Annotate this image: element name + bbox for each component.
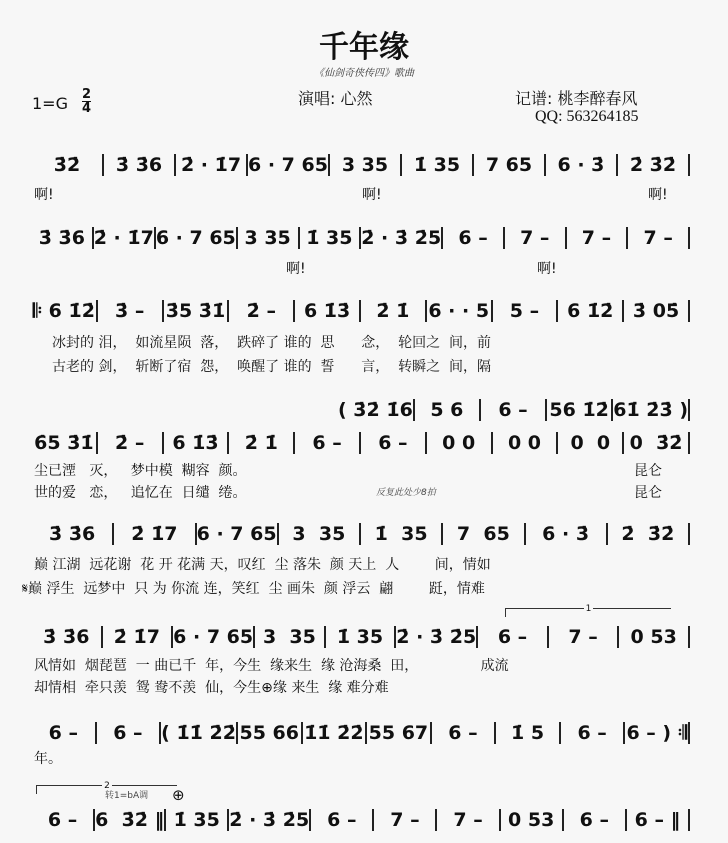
measure: 6 1̇2̇ [567, 300, 614, 322]
staff-line [32, 720, 690, 746]
measure: 2̇ · 3̇ 2̇5 [361, 227, 442, 249]
measure: 3̇5 3̇1̇ [165, 300, 226, 322]
measure: 3̇2̇ [53, 154, 81, 176]
measure: 6̇5 3̇1̇ [34, 432, 94, 454]
measure: 6 1̇3̇ [303, 300, 351, 322]
lyric: 尘已湮 灭， 梦中模 糊容 颜。 [34, 463, 247, 479]
measure: 3̇ – [115, 300, 145, 322]
measure: 6 – ‖ [634, 809, 681, 831]
measure: 0 53 [630, 626, 677, 648]
measure: 2̇ · 1̇7 [180, 154, 242, 176]
measure: 7 – [520, 227, 550, 249]
staff-line [32, 298, 690, 324]
measure: 6 · 7 65 [196, 523, 277, 545]
measure: 6 · 7 65 [173, 626, 254, 648]
measure: 6 – [47, 809, 78, 831]
measure: 3̇ 3̇6 [48, 523, 96, 545]
lyric: 啊! [362, 187, 382, 203]
time-bottom: 4 [82, 101, 92, 116]
measure: 6 – [458, 227, 488, 249]
measure: 7 – [581, 227, 612, 249]
measure: 2̇ – [115, 432, 145, 454]
measure: 6 – [448, 722, 478, 744]
measure: 2̇ 1̇ [244, 432, 278, 454]
measure: 1̇ 35 [413, 154, 461, 176]
measure: 1̇ 35 [306, 227, 353, 249]
barline [688, 809, 690, 831]
volta-label: 2 [104, 781, 110, 791]
lyric: 昆仑 [634, 463, 662, 479]
measure: 6 · 7 65 [248, 154, 328, 176]
measure: 3 35 [341, 154, 389, 176]
measure: 7 – [568, 626, 598, 648]
modulation-note: 转1=bA调 [105, 791, 149, 801]
measure: 2̇ 3̇2̇ [621, 523, 675, 545]
staff-line [32, 521, 690, 547]
measure: 6 1̇3̇ [172, 432, 219, 454]
singer: 演唱: 心然 [298, 89, 373, 108]
lyric: 𝄋巅 浮生 远梦中 只 为 你流 连，笑红 尘 画朱 颜 浮云 翩 跹，情难 [22, 581, 485, 597]
measure: 2̇ 3̇2̇ [629, 154, 677, 176]
lyric: 古老的 剑， 斩断了宿 怨， 唤醒了 谁的 誓 言， 转瞬之 间，隔 [52, 359, 492, 375]
measure: 6 – [498, 399, 528, 421]
lyric: 世的爱 恋， 追忆在 日缱 绻。 [34, 485, 247, 501]
lyric: 冰封的 泪， 如流星陨 落， 跌碎了 谁的 思 念， 轮回之 间，前 [52, 335, 492, 351]
measure: 0 0 [570, 432, 611, 454]
barline [688, 300, 690, 322]
measure: 6 · 7 65 [155, 227, 236, 249]
measure: 𝄆 6 1̇2̇ [32, 300, 95, 322]
barline [688, 154, 690, 176]
lyric: 啊! [34, 187, 54, 203]
measure: 1̇ 5 [511, 722, 545, 744]
measure: 7 65 [485, 154, 533, 176]
measure: 2̇ 1̇7 [131, 523, 178, 545]
measure: 2̇ 1̇7 [113, 626, 160, 648]
staff-line [338, 397, 690, 423]
measure: 7 65 [456, 523, 510, 545]
lyric: 年。 [34, 751, 62, 767]
barline [688, 626, 690, 648]
song-subtitle: 《仙剑奇侠传四》歌曲 [314, 68, 414, 79]
time-top: 2 [82, 87, 92, 102]
measure: 6 – [378, 432, 408, 454]
staff-line [32, 430, 690, 456]
measure: 2̇ 1̇ [376, 300, 410, 322]
lyric: 巅 江湖 远花谢 花 开 花满 天，叹红 尘 落朱 颜 天上 人 间，情如 [34, 557, 491, 573]
barline [688, 523, 690, 545]
measure: 6 – [48, 722, 78, 744]
measure: 0 53 [508, 809, 555, 831]
measure: 6 – ) 𝄇 [626, 722, 687, 744]
measure: 3 35 [262, 626, 316, 648]
measure: 2̇ · 3̇ 2̇5 [396, 626, 477, 648]
measure: 55 67 [368, 722, 429, 744]
barline [688, 399, 690, 421]
measure: 0 0 [507, 432, 541, 454]
measure: 6 – [579, 809, 609, 831]
volta-1 [505, 604, 671, 617]
measure: 3̇ 05̇ [632, 300, 680, 322]
measure: 7 – [453, 809, 483, 831]
barline [688, 722, 690, 744]
measure: 1̇1̇ 2̇2̇ [304, 722, 364, 744]
song-title: 千年缘 [319, 30, 409, 65]
measure: 0 3̇2̇ [629, 432, 683, 454]
lyric: 却情相 牵只羡 鸳 鸯不羡 仙，今生⊕缘 来生 缘 难分难 [34, 680, 389, 696]
key-signature: 1=G [32, 94, 68, 113]
measure: 6 3̇2̇ ‖ [95, 809, 165, 831]
measure: 55 66 [239, 722, 299, 744]
arranger: 记谱: 桃李醉春风 [515, 89, 638, 108]
measure: 1̇ 35 [173, 809, 220, 831]
measure: 7 – [390, 809, 420, 831]
measure: ( 3̇2̇ 1̇6 [338, 399, 413, 421]
measure: 6 – [497, 626, 528, 648]
measure: 6 – [327, 809, 357, 831]
measure: 56 1̇2̇ [549, 399, 609, 421]
staff-line [32, 624, 690, 650]
measure: 2̇ · 3̇ 2̇5 [229, 809, 310, 831]
coda-sign-icon: ⊕ [172, 786, 185, 804]
measure: ( 1̇1̇ 2̇2̇ [161, 722, 236, 744]
lyric: 啊! [286, 261, 306, 277]
measure: 3̇ 3̇6 [38, 227, 85, 249]
barline [688, 432, 690, 454]
measure: 6 · · 5 [428, 300, 490, 322]
staff-line [32, 225, 690, 251]
staff-line [32, 807, 690, 833]
measure: 0 0 [442, 432, 476, 454]
measure: 61̇ 2̇3̇ ) [613, 399, 689, 421]
measure: 1̇ 35 [336, 626, 384, 648]
measure: 6 – [312, 432, 342, 454]
staff-line [32, 152, 690, 178]
measure: 6 – [113, 722, 143, 744]
repeat-note: 反复此处少8拍 [376, 488, 436, 498]
measure: 3 35 [292, 523, 346, 545]
measure: 3̇ 3̇6 [115, 154, 163, 176]
measure: 3̇ 3̇6 [43, 626, 90, 648]
measure: 1̇ 35 [374, 523, 428, 545]
lyric: 啊! [648, 187, 668, 203]
qq-number: QQ: 563264185 [535, 108, 639, 125]
measure: 5 – [509, 300, 540, 322]
measure: 3 35 [244, 227, 291, 249]
measure: 2̇ · 1̇7 [93, 227, 154, 249]
measure: 6 – [577, 722, 607, 744]
barline [688, 227, 690, 249]
measure: 6 · 3̇ [557, 154, 605, 176]
measure: 2̇ – [246, 300, 276, 322]
time-signature [82, 88, 91, 115]
volta-label: 1 [585, 604, 592, 614]
measure: 7 – [643, 227, 673, 249]
lyric: 昆仑 [634, 485, 662, 501]
measure: 5 6 [430, 399, 464, 421]
lyric: 风情如 烟琵琶 一 曲已千 年，今生 缘来生 缘 沧海桑 田， 成流 [34, 658, 509, 674]
measure: 6 · 3̇ [542, 523, 590, 545]
lyric: 啊! [537, 261, 557, 277]
